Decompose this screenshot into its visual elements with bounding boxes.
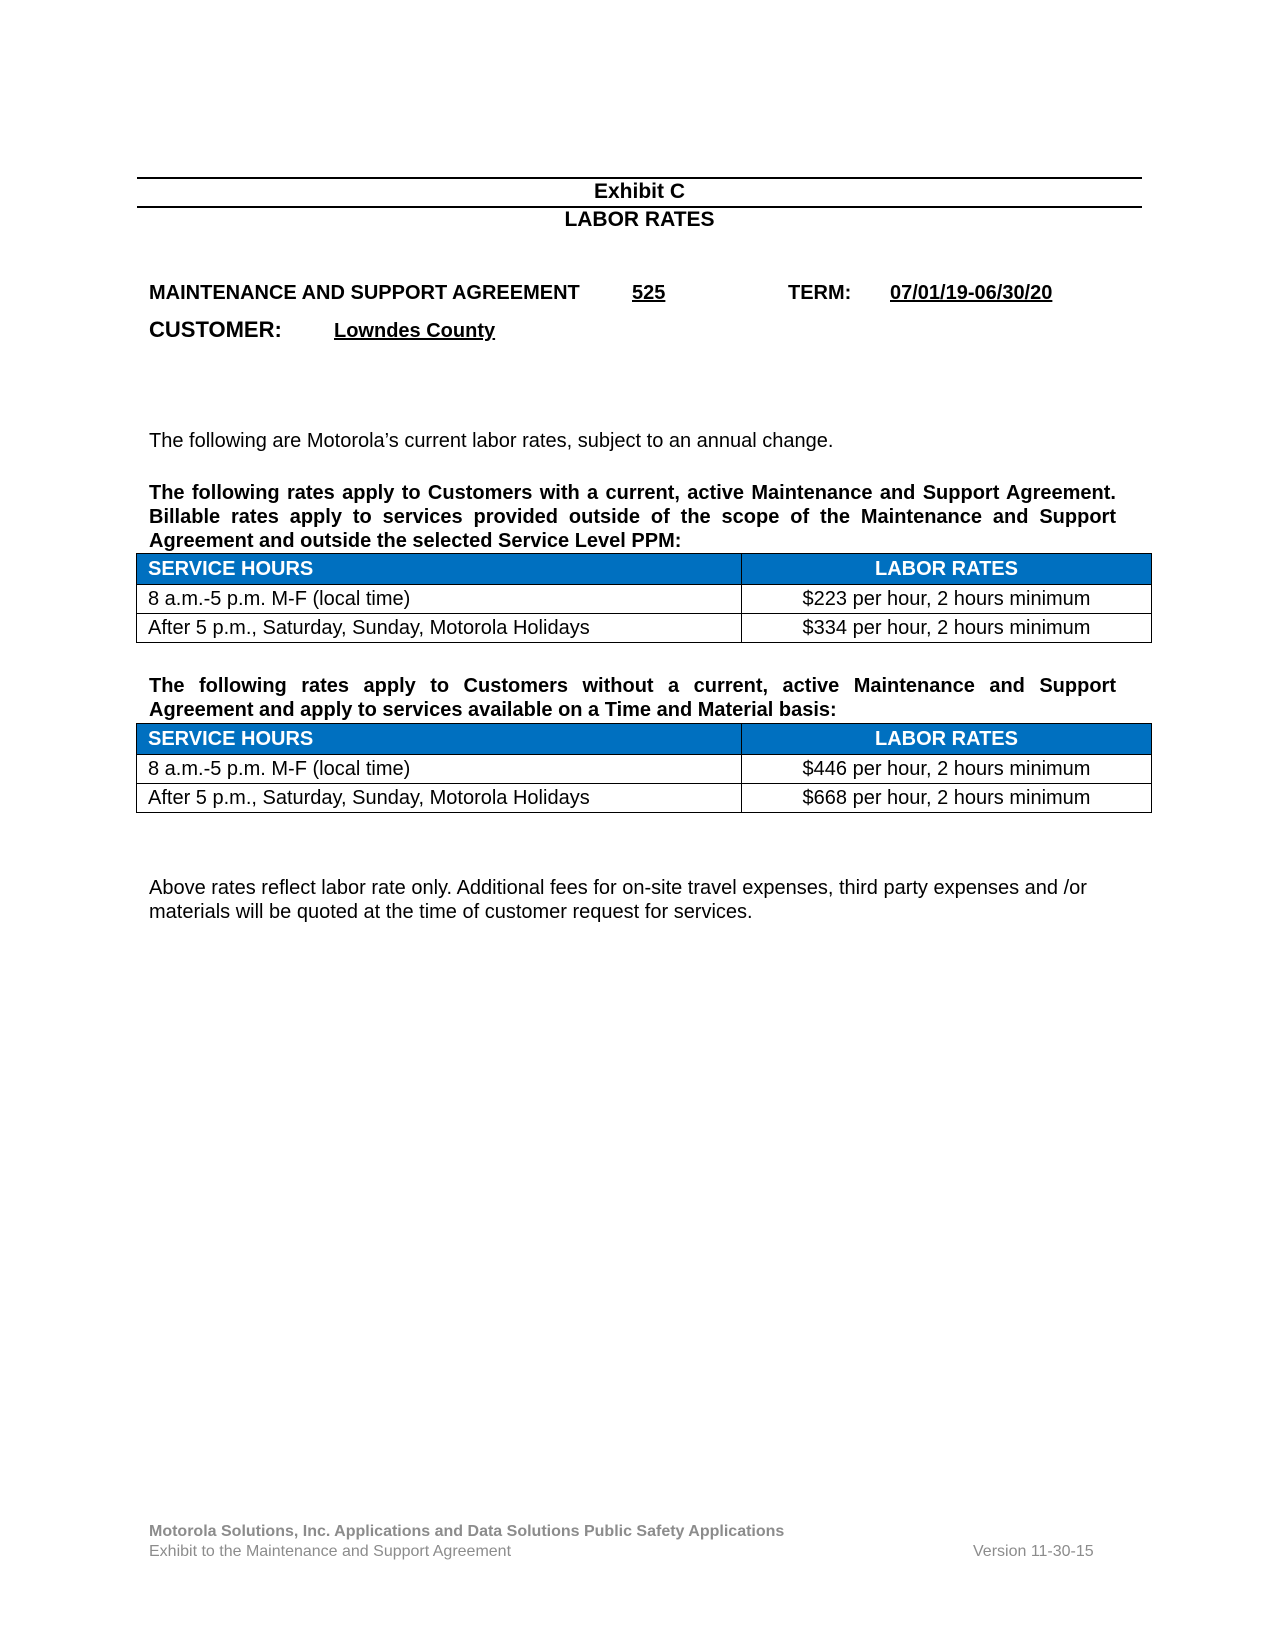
table-header-row bbox=[137, 554, 1152, 585]
table-row bbox=[137, 784, 1152, 813]
exhibit-title: Exhibit C bbox=[593, 180, 685, 203]
service-hours-header: SERVICE HOURS bbox=[137, 724, 742, 755]
labor-rates-header: LABOR RATES bbox=[742, 724, 1152, 755]
table-row bbox=[137, 614, 1152, 643]
service-hours-cell: After 5 p.m., Saturday, Sunday, Motorola Holidays bbox=[137, 614, 742, 643]
page-title: LABOR RATES bbox=[564, 208, 715, 231]
labor-rate-cell: $668 per hour, 2 hours minimum bbox=[742, 784, 1152, 813]
section2-paragraph: The following rates apply to Customers without a current, active Maintenance and Support Agreement and apply to services available on a Time and Material basis: bbox=[149, 675, 1116, 721]
labor-rates-header: LABOR RATES bbox=[742, 554, 1152, 585]
service-hours-header: SERVICE HOURS bbox=[137, 554, 742, 585]
table-row bbox=[137, 585, 1152, 614]
term-label: TERM: bbox=[788, 282, 852, 304]
customer-value: Lowndes County bbox=[334, 320, 496, 342]
intro-paragraph: The following are Motorola’s current labor rates, subject to an annual change. bbox=[149, 430, 834, 452]
footer-version: Version 11-30-15 bbox=[973, 1543, 1094, 1560]
top-rule bbox=[137, 177, 1142, 179]
footer-exhibit: Exhibit to the Maintenance and Support Agreement bbox=[149, 1543, 512, 1560]
section1-paragraph: The following rates apply to Customers with a current, active Maintenance and Support Agreement. Billable rates apply to services provided outside of the scope of the Maintenance and Support Agreement and outside the selected Service Level PPM: bbox=[149, 482, 1116, 552]
table-header-row bbox=[137, 724, 1152, 755]
table-row bbox=[137, 755, 1152, 784]
labor-rate-cell: $223 per hour, 2 hours minimum bbox=[742, 585, 1152, 614]
service-hours-cell: 8 a.m.-5 p.m. M-F (local time) bbox=[137, 585, 742, 614]
service-hours-cell: 8 a.m.-5 p.m. M-F (local time) bbox=[137, 755, 742, 784]
rates-table-with-agreement bbox=[136, 553, 1152, 643]
note-paragraph: Above rates reflect labor rate only. Additional fees for on-site travel expenses, third party expenses and /or materials will be quoted at the time of customer request for services. bbox=[149, 877, 1087, 923]
rates-table-without-agreement bbox=[136, 723, 1152, 813]
footer-company: Motorola Solutions, Inc. Applications and Data Solutions Public Safety Applications bbox=[149, 1523, 785, 1540]
customer-label: CUSTOMER: bbox=[149, 317, 282, 342]
labor-rate-cell: $446 per hour, 2 hours minimum bbox=[742, 755, 1152, 784]
agreement-number: 525 bbox=[632, 282, 666, 304]
agreement-label: MAINTENANCE AND SUPPORT AGREEMENT bbox=[149, 282, 580, 304]
service-hours-cell: After 5 p.m., Saturday, Sunday, Motorola Holidays bbox=[137, 784, 742, 813]
labor-rate-cell: $334 per hour, 2 hours minimum bbox=[742, 614, 1152, 643]
term-value: 07/01/19-06/30/20 bbox=[890, 282, 1053, 304]
